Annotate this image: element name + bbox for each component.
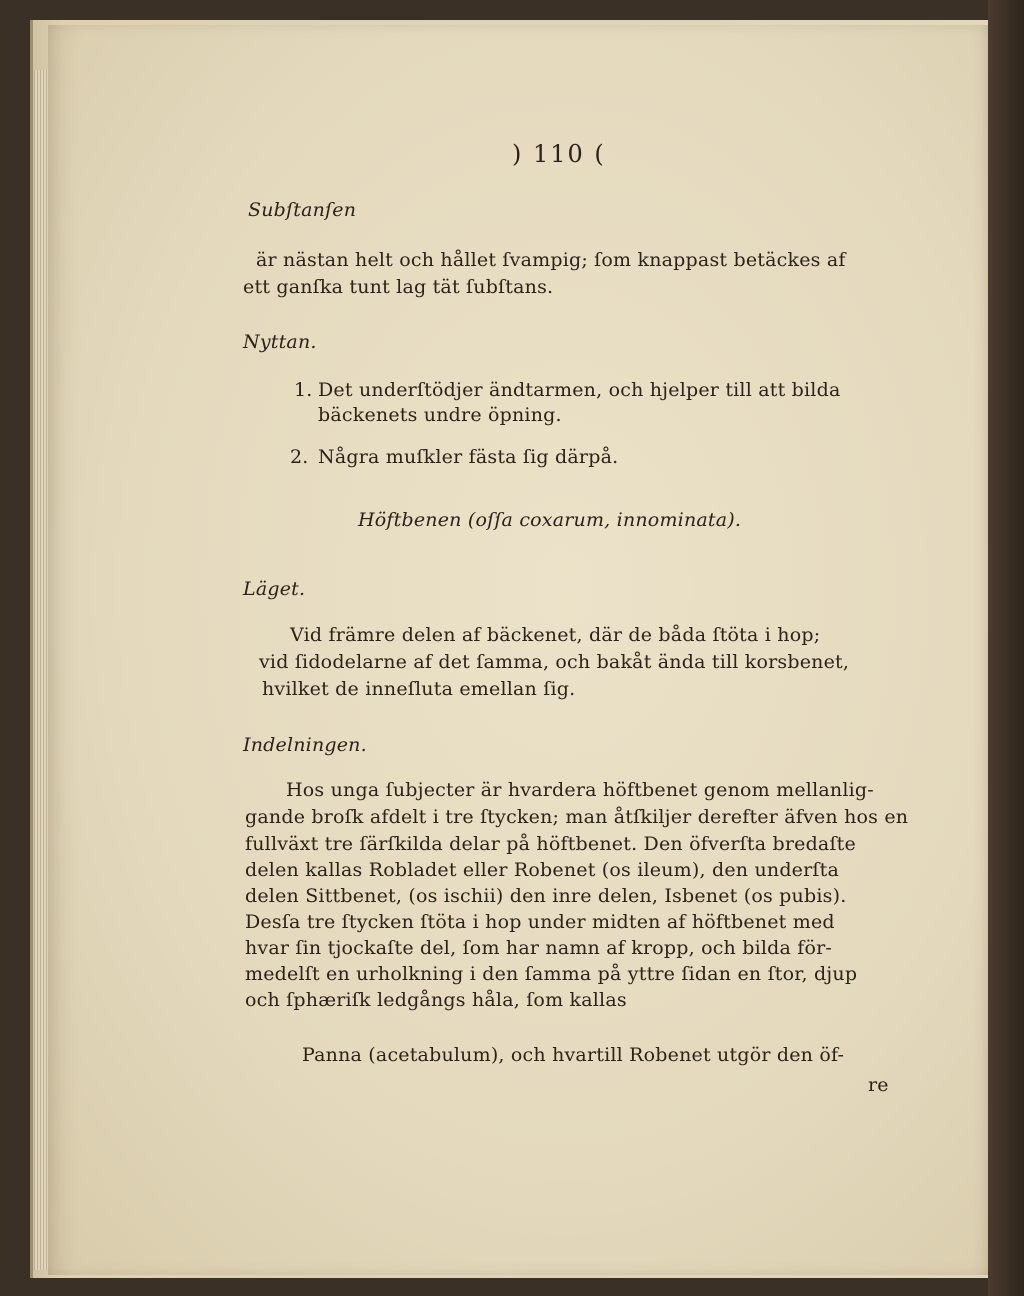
division-line-7: hvar ſin tjockaſte del, ſom har namn af kropp, och bilda för- [245,937,833,959]
position-line-2: vid ſidodelarne af det ſamma, och bakåt ända till korsbenet, [259,651,850,673]
division-line-8: medelſt en urholkning i den ſamma på yttre ſidan en ſtor, djup [245,963,858,985]
division-line-5: delen Sittbenet, (os ischii) den inre delen, Isbenet (os pubis). [245,885,847,907]
heading-substance: Subſtanſen [248,199,357,221]
position-line-3: hvilket de inneſluta emellan ſig. [262,678,576,700]
use-item-2-line-1: Några muſkler fästa ſig därpå. [318,446,619,468]
use-item-2-number: 2. [290,446,309,468]
heading-use: Nyttan. [243,331,317,353]
heading-position: Läget. [243,578,306,600]
division-line-4: delen kallas Robladet eller Robenet (os ileum), den underſta [245,859,840,881]
section-title: Höftbenen (oſſa coxarum, innominata). [358,509,742,531]
heading-division: Indelningen. [243,734,367,756]
use-item-1-number: 1. [294,379,313,401]
use-item-1-line-2: bäckenets undre öpning. [318,404,562,426]
division-line-2: gande broſk afdelt i tre ſtycken; man åtſkiljer derefter äfven hos en [245,806,909,828]
pan-line: Panna (acetabulum), och hvartill Robenet utgör den öf- [302,1044,845,1066]
catchword: re [868,1074,889,1096]
substance-line-1: är nästan helt och hållet ſvampig; ſom knappast betäckes af [256,249,846,271]
page-number: ) 110 ( [512,140,606,168]
division-line-1: Hos unga ſubjecter är hvardera höftbenet genom mellanlig- [286,779,874,801]
use-item-1-line-1: Det underſtödjer ändtarmen, och hjelper till att bilda [318,379,841,401]
division-line-9: och ſphæriſk ledgångs håla, ſom kallas [245,989,627,1011]
division-line-3: fullväxt tre ſärſkilda delar på höftbenet. Den öfverſta bredaſte [245,833,856,855]
division-line-6: Desſa tre ſtycken ſtöta i hop under midten af höftbenet med [245,911,835,933]
position-line-1: Vid främre delen af bäckenet, där de båda ſtöta i hop; [290,624,821,646]
substance-line-2: ett ganſka tunt lag tät ſubſtans. [243,276,554,298]
